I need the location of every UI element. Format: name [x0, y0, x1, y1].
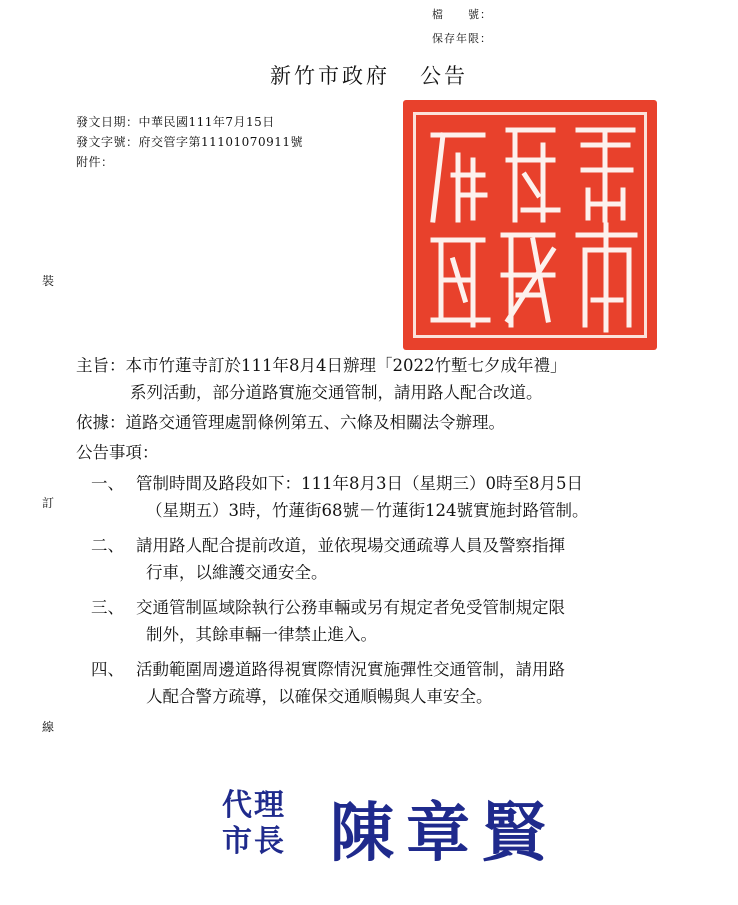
legal-basis: 依據：道路交通管理處罰條例第五、六條及相關法令辦理。	[76, 413, 505, 432]
signer-name: 陳章賢	[330, 796, 558, 871]
signer-title: 代理市長	[222, 788, 286, 859]
subject-line-1: 主旨：本市竹蓮寺訂於111年8月4日辦理「2022竹塹七夕成年禮」	[76, 356, 567, 375]
binding-mark-line: 線	[42, 720, 55, 734]
binding-mark-bind: 裝	[42, 274, 55, 288]
document-type: 公告	[420, 64, 468, 88]
notice-item-number: 四、	[91, 660, 124, 679]
notice-item-number: 一、	[91, 474, 124, 493]
notice-item	[76, 470, 716, 524]
announcement-body	[76, 352, 716, 710]
binding-mark-staple: 訂	[42, 496, 55, 510]
issue-date: 發文日期：中華民國111年7月15日	[76, 115, 275, 129]
file-number-label: 檔 號：	[432, 8, 492, 21]
notice-item-line: 人配合警方疏導，以確保交通順暢與人車安全。	[146, 687, 493, 706]
notice-item-number: 三、	[91, 598, 124, 617]
notice-item-line: 交通管制區域除執行公務車輛或另有規定者免受管制規定限	[136, 598, 565, 617]
issuing-organization: 新竹市政府	[270, 64, 390, 88]
notice-item	[76, 656, 716, 710]
official-seal-stamp	[403, 100, 657, 350]
page-title	[0, 60, 738, 90]
notice-item	[76, 532, 716, 586]
subject-line-2: 系列活動，部分道路實施交通管制，請用路人配合改道。	[130, 383, 543, 402]
notice-item-line: （星期五）3時，竹蓮街68號－竹蓮街124號實施封路管制。	[146, 501, 589, 520]
seal-characters-icon	[403, 100, 657, 350]
attachment-label: 附件：	[76, 155, 114, 169]
notice-item-line: 管制時間及路段如下：111年8月3日（星期三）0時至8月5日	[136, 474, 583, 493]
retention-period-label: 保存年限：	[432, 32, 492, 45]
notice-item-number: 二、	[91, 536, 124, 555]
notice-item-line: 制外，其餘車輛一律禁止進入。	[146, 625, 377, 644]
notice-heading: 公告事項：	[76, 443, 159, 462]
document-number: 發文字號：府交管字第11101070911號	[76, 135, 303, 149]
notice-item	[76, 594, 716, 648]
notice-item-line: 行車，以維護交通安全。	[146, 563, 328, 582]
notice-item-line: 活動範圍周邊道路得視實際情況實施彈性交通管制，請用路	[136, 660, 565, 679]
notice-item-line: 請用路人配合提前改道，並依現場交通疏導人員及警察指揮	[136, 536, 565, 555]
